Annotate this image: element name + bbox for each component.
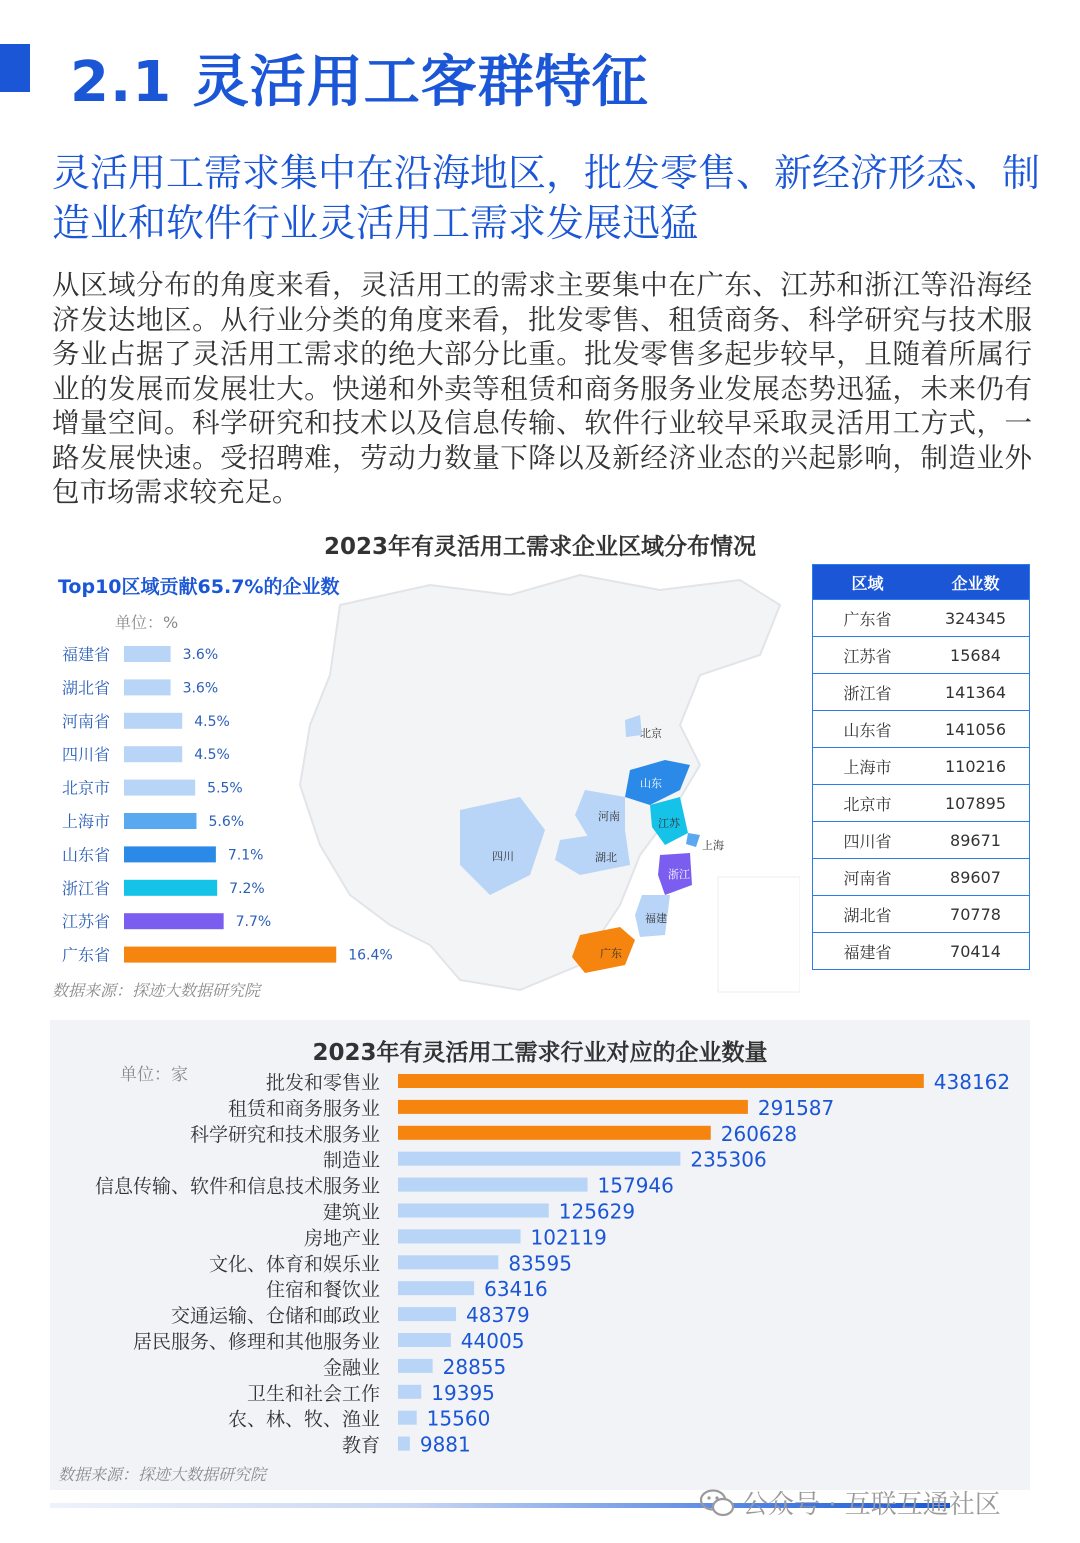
industry-bar-value: 157946 xyxy=(597,1173,674,1198)
table-cell-count: 70414 xyxy=(950,941,1001,961)
map-label-henan: 河南 xyxy=(598,810,620,823)
industry-bar xyxy=(398,1126,711,1140)
region-bar-value: 4.5% xyxy=(194,713,230,730)
wechat-icon xyxy=(700,1489,734,1517)
industry-bar xyxy=(398,1255,498,1269)
industry-source: 数据来源：探迹大数据研究院 xyxy=(58,1465,267,1484)
industry-bar-label: 租赁和商务服务业 xyxy=(227,1097,380,1120)
industry-bar-value: 260628 xyxy=(720,1121,798,1146)
region-bar-label: 北京市 xyxy=(61,778,110,798)
region-bar-label: 广东省 xyxy=(61,945,110,965)
region-section-title: 2023年有灵活用工需求企业区域分布情况 xyxy=(323,534,756,560)
page-title: 2.1 灵活用工客群特征 xyxy=(70,50,649,115)
table-cell-count: 15684 xyxy=(950,645,1001,665)
region-bar-value: 16.4% xyxy=(348,947,393,964)
industry-bar-label: 批发和零售业 xyxy=(265,1072,380,1094)
table-cell-region: 浙江省 xyxy=(843,683,892,703)
industry-bar-value: 438162 xyxy=(933,1070,1011,1094)
region-bar-value: 7.1% xyxy=(227,847,264,864)
industry-bar xyxy=(398,1204,549,1218)
region-bar-value: 3.6% xyxy=(182,680,219,697)
industry-bar-label: 居民服务、修理和其他服务业 xyxy=(132,1331,380,1353)
footer-wechat xyxy=(700,1484,1001,1521)
map-label-guangdong: 广东 xyxy=(600,947,622,960)
industry-bar xyxy=(398,1100,748,1114)
industry-bar-label: 制造业 xyxy=(322,1149,380,1172)
industry-bar xyxy=(398,1229,521,1243)
region-bar-label: 湖北省 xyxy=(61,678,110,698)
table-cell-count: 107895 xyxy=(944,793,1007,813)
map-label-beijing: 北京 xyxy=(640,727,662,740)
table-cell-region: 福建省 xyxy=(843,942,892,962)
table-cell-region: 北京市 xyxy=(843,794,892,814)
map-label-shandong: 山东 xyxy=(640,777,662,790)
industry-bar-value: 125629 xyxy=(558,1199,636,1224)
industry-bar-value: 102119 xyxy=(530,1225,607,1250)
table-cell-count: 70778 xyxy=(950,904,1001,924)
table-cell-count: 141364 xyxy=(944,682,1007,702)
industry-bar xyxy=(398,1281,474,1295)
industry-bar xyxy=(398,1385,421,1399)
industry-bar-value: 44005 xyxy=(460,1329,525,1353)
industry-bar xyxy=(398,1178,588,1192)
table-cell-count: 89671 xyxy=(950,830,1001,850)
region-bar-value: 5.5% xyxy=(207,780,243,797)
industry-bar-label: 教育 xyxy=(341,1434,380,1457)
map-label-shanghai: 上海 xyxy=(702,839,724,852)
map-label-hubei: 湖北 xyxy=(595,851,617,864)
industry-bar xyxy=(398,1437,410,1451)
industry-bar xyxy=(398,1333,451,1347)
region-bar-label: 福建省 xyxy=(61,645,110,664)
table-cell-region: 广东省 xyxy=(843,609,892,629)
region-bar-value: 3.6% xyxy=(182,647,219,663)
region-bar-value: 4.5% xyxy=(194,747,230,764)
region-chart-unit: 单位：% xyxy=(115,613,179,632)
region-bar-label: 山东省 xyxy=(61,845,110,865)
industry-bar-label: 卫生和社会工作 xyxy=(246,1382,380,1405)
industry-bar-value: 83595 xyxy=(508,1251,572,1276)
region-source: 数据来源：探迹大数据研究院 xyxy=(52,981,261,1000)
industry-bar-label: 交通运输、仓储和邮政业 xyxy=(170,1305,380,1328)
industry-bar-value: 48379 xyxy=(466,1303,530,1328)
table-cell-region: 上海市 xyxy=(843,757,892,777)
industry-bar xyxy=(398,1411,417,1425)
industry-bar-value: 235306 xyxy=(690,1147,767,1172)
industry-chart-unit: 单位：家 xyxy=(120,1065,188,1085)
region-bar-label: 浙江省 xyxy=(61,878,110,898)
table-cell-region: 四川省 xyxy=(843,831,892,851)
region-bar-label: 四川省 xyxy=(61,745,110,765)
table-header-count: 企业数 xyxy=(951,573,1000,593)
table-cell-count: 89607 xyxy=(950,867,1001,887)
region-chart-subtitle: Top10区域贡献65.7%的企业数 xyxy=(58,576,340,598)
map-label-jiangsu: 江苏 xyxy=(658,817,680,830)
region-bar-label: 上海市 xyxy=(61,812,110,831)
table-cell-count: 141056 xyxy=(944,719,1007,739)
map-label-sichuan: 四川 xyxy=(492,850,514,863)
industry-bar-label: 住宿和餐饮业 xyxy=(265,1279,380,1302)
table-cell-count: 324345 xyxy=(944,608,1007,628)
industry-bar-value: 9881 xyxy=(419,1432,471,1457)
industry-bar-value: 291587 xyxy=(757,1095,835,1120)
industry-bar xyxy=(398,1152,680,1166)
industry-bar-value: 19395 xyxy=(431,1380,495,1405)
map-label-fujian: 福建 xyxy=(645,912,667,925)
table-cell-region: 河南省 xyxy=(843,868,892,888)
page-subtitle: 灵活用工需求集中在沿海地区，批发零售、新经济形态、制造业和软件行业灵活用工需求发展迅猛 xyxy=(52,151,1041,245)
industry-bar-label: 科学研究和技术服务业 xyxy=(189,1123,380,1146)
industry-bar-value: 28855 xyxy=(442,1354,507,1379)
map-label-zhejiang: 浙江 xyxy=(668,868,690,881)
industry-bar xyxy=(398,1307,456,1321)
industry-bar-label: 文化、体育和娱乐业 xyxy=(208,1253,380,1276)
industry-bar xyxy=(398,1074,924,1088)
table-cell-region: 湖北省 xyxy=(843,905,892,925)
table-header-region: 区域 xyxy=(851,573,884,593)
industry-section-title: 2023年有灵活用工需求行业对应的企业数量 xyxy=(312,1040,768,1066)
industry-bar-label: 金融业 xyxy=(322,1356,380,1379)
industry-bar-value: 63416 xyxy=(484,1277,548,1302)
industry-bar-label: 信息传输、软件和信息技术服务业 xyxy=(94,1175,380,1198)
region-bar-label: 河南省 xyxy=(61,711,110,731)
region-bar-label: 江苏省 xyxy=(61,912,110,932)
region-bar-value: 7.2% xyxy=(229,880,265,897)
industry-bar xyxy=(398,1359,433,1373)
table-cell-count: 110216 xyxy=(944,756,1007,776)
footer-text: 公众号 · 互联互通社区 xyxy=(742,1490,1001,1520)
region-bar-value: 5.6% xyxy=(208,814,245,830)
table-cell-region: 山东省 xyxy=(843,720,892,740)
industry-bar-label: 农、林、牧、渔业 xyxy=(227,1408,380,1431)
industry-bar-label: 房地产业 xyxy=(303,1227,380,1250)
industry-bar-value: 15560 xyxy=(426,1406,491,1431)
body-paragraph: 从区域分布的角度来看，灵活用工的需求主要集中在广东、江苏和浙江等沿海经济发达地区。从行业分类的角度来看，批发零售、租赁商务、科学研究与技术服务业占据了灵活用工需求的绝大部分比重。批发零售多起步较早，且随着所属行业的发展而发展壮大。快递和外卖等租赁和商务服务业发展态势迅猛，未来仍有增量空间。科学研究和技术以及信息传输、软件行业较早采取灵活用工方式，一路发展快速。受招聘难，劳动力数量下降以及新经济业态的兴起影响，制造业外包市场需求较充足。 xyxy=(52,269,1032,508)
region-bar-value: 7.7% xyxy=(235,914,272,931)
table-cell-region: 江苏省 xyxy=(843,646,892,666)
industry-bar-label: 建筑业 xyxy=(322,1201,380,1224)
